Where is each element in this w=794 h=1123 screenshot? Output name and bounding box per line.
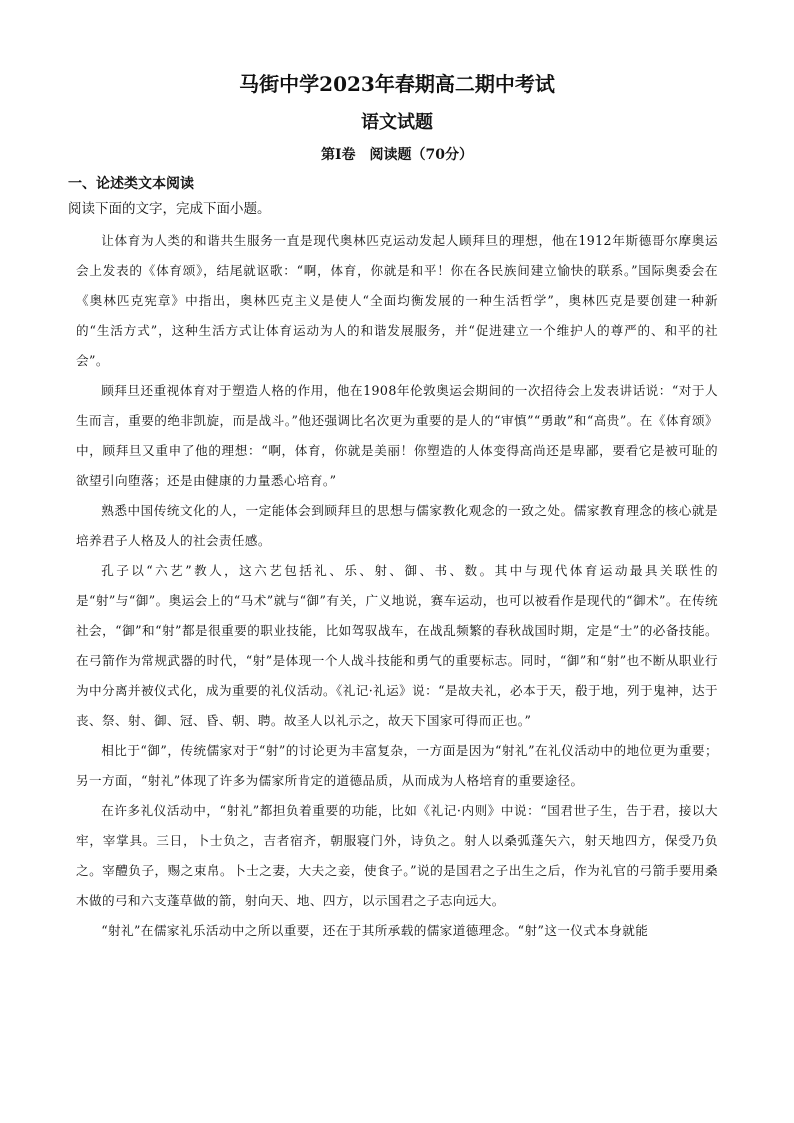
exam-subtitle: 语文试题	[361, 112, 433, 133]
paragraph-2: 顾拜旦还重视体育对于塑造人格的作用，他在1908年伦敦奥运会期间的一次招待会上发表讲话说：“对于人生而言，重要的绝非凯旋，而是战斗。”他还强调比名次更为重要的是人的“审慎”“勇敢”和“高贵”。在《体育颂》中，顾拜旦又重申了他的理想：“啊，体育，你就是美丽！你塑造的人体变得高尚还是卑鄙，要看它是被可耻的欲望引向堕落；还是由健康的力量悉心培育。”	[76, 383, 718, 488]
exam-title: 马街中学2023年春期高二期中考试	[239, 72, 555, 96]
paragraph-4: 孔子以“六艺”教人，这六艺包括礼、乐、射、御、书、数。其中与现代体育运动最具关联性的是“射”与“御”。奥运会上的“马术”就与“御”有关，广义地说，赛车运动，也可以被看作是现代的“御术”。在传统社会，“御”和“射”都是很重要的职业技能，比如驾驭战车，在战乱频繁的春秋战国时期，定是“士”的必备技能。在弓箭作为常规武器的时代，“射”是体现一个人战斗技能和勇气的重要标志。同时，“御”和“射”也不断从职业行为中分离并被仪式化，成为重要的礼仪活动。《礼记·礼运》说：“是故夫礼，必本于天，殽于地，列于鬼神，达于丧、祭、射、御、冠、昏、朝、聘。故圣人以礼示之，故天下国家可得而正也。”	[76, 563, 718, 728]
paragraph-1: 让体育为人类的和谐共生服务一直是现代奥林匹克运动发起人顾拜旦的理想，他在1912年斯德哥尔摩奥运会上发表的《体育颂》，结尾就讴歌：“啊，体育，你就是和平！你在各民族间建立愉快的联系。”国际奥委会在《奥林匹克宪章》中指出，奥林匹克主义是使人“全面均衡发展的一种生活哲学”，奥林匹克是要创建一种新的“生活方式”，这种生活方式让体育运动为人的和谐发展服务，并“促进建立一个维护人的尊严的、和平的社会”。	[76, 233, 718, 368]
section-heading: 一、论述类文本阅读	[68, 176, 194, 192]
paragraph-3: 熟悉中国传统文化的人，一定能体会到顾拜旦的思想与儒家教化观念的一致之处。儒家教育理念的核心就是培养君子人格及人的社会责任感。	[76, 503, 718, 548]
paragraph-6: 在许多礼仪活动中，“射礼”都担负着重要的功能，比如《礼记·内则》中说：“国君世子生，告于君，接以大牢，宰掌具。三日，卜士负之，吉者宿齐，朝服寝门外，诗负之。射人以桑弧蓬矢六，射天地四方，保受乃负之。宰醴负子，赐之束帛。卜士之妻，大夫之妾，使食子。”说的是国君之子出生之后，作为礼官的弓箭手要用桑木做的弓和六支蓬草做的箭，射向天、地、四方，以示国君之子志向远大。	[76, 803, 718, 908]
paragraph-5: 相比于“御”，传统儒家对于“射”的讨论更为丰富复杂，一方面是因为“射礼”在礼仪活动中的地位更为重要；另一方面，“射礼”体现了许多为儒家所肯定的道德品质，从而成为人格培育的重要途径。	[76, 743, 718, 788]
paragraph-7: “射礼”在儒家礼乐活动中之所以重要，还在于其所承载的儒家道德理念。“射”这一仪式本身就能	[101, 923, 649, 938]
part-heading: 第I卷 阅读题（70分）	[320, 147, 474, 163]
instruction-text: 阅读下面的文字，完成下面小题。	[68, 201, 271, 217]
